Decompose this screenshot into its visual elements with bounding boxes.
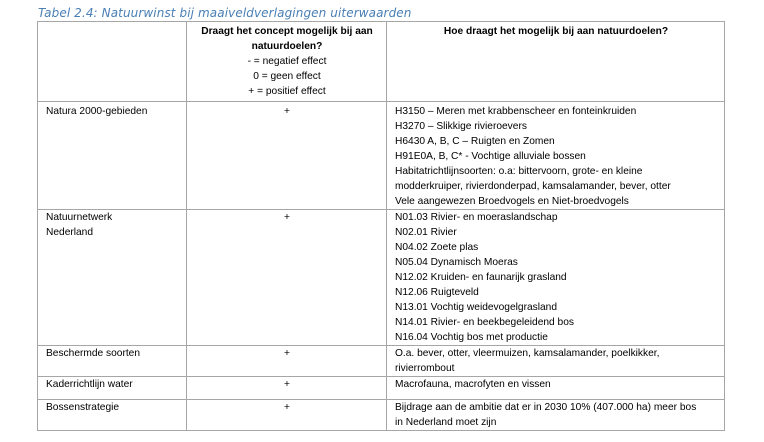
header-col-how: Hoe draagt het mogelijk bij aan natuurdoelen? [387,22,725,102]
row-effect: + [187,102,387,210]
row-category-line: Bossenstrategie [46,402,120,413]
legend-neutral: 0 = geen effect [253,71,321,82]
header-col-contribution-line-1: Draagt het concept mogelijk bij aan [201,26,373,37]
row-category-line: Kaderrichtlijn water [46,379,133,390]
table-row-kaderrichtlijn-water [38,377,725,400]
table-row-beschermde-soorten [38,346,725,377]
header-col-contribution-line-2: natuurdoelen? [251,41,323,52]
detail-line: in Nederland moet zijn [395,417,497,428]
detail-line: N12.02 Kruiden- en faunarijk grasland [395,272,567,283]
table-row-natuurnetwerk [38,210,725,346]
row-category [38,377,187,400]
detail-line: H3150 – Meren met krabbenscheer en fonteinkruiden [395,106,637,117]
row-details [387,102,725,210]
row-effect: + [187,377,387,400]
row-effect: + [187,210,387,346]
detail-line: N13.01 Vochtig weidevogelgrasland [395,302,557,313]
row-effect: + [187,400,387,431]
detail-line: N14.01 Rivier- en beekbegeleidend bos [395,317,574,328]
detail-line: N04.02 Zoete plas [395,242,479,253]
nature-goals-table [37,21,725,431]
row-category [38,346,187,377]
detail-line: H6430 A, B, C – Ruigten en Zomen [395,136,555,147]
detail-line: Vele aangewezen Broedvogels en Niet-broedvogels [395,196,629,207]
row-category [38,102,187,210]
row-category [38,210,187,346]
table-row-natura-2000 [38,102,725,210]
detail-line: N16.04 Vochtig bos met productie [395,332,548,343]
detail-line: modderkruiper, rivierdonderpad, kamsalamander, bever, otter [395,181,671,192]
row-category-line: Beschermde soorten [46,348,141,359]
table-header-row [38,22,725,102]
legend-negative: - = negatief effect [247,56,327,67]
row-category-line: Natuurnetwerk [46,212,113,223]
header-col-category [38,22,187,102]
detail-line: Bijdrage aan de ambitie dat er in 2030 10% (407.000 ha) meer bos [395,402,697,413]
row-details [387,400,725,431]
row-category [38,400,187,431]
detail-line: rivierrombout [395,363,455,374]
table-caption: Tabel 2.4: Natuurwinst bij maaiveldverlagingen uiterwaarden [38,6,412,20]
row-category-line: Natura 2000-gebieden [46,106,148,117]
detail-line: Macrofauna, macrofyten en vissen [395,379,551,390]
row-details [387,377,725,400]
detail-line: N01.03 Rivier- en moeraslandschap [395,212,558,223]
table-row-bossenstrategie [38,400,725,431]
legend-positive: + = positief effect [248,86,326,97]
row-details [387,346,725,377]
detail-line: N12.06 Ruigteveld [395,287,479,298]
detail-line: O.a. bever, otter, vleermuizen, kamsalamander, poelkikker, [395,348,660,359]
detail-line: H91E0A, B, C* - Vochtige alluviale bossen [395,151,586,162]
detail-line: Habitatrichtlijnsoorten: o.a: bittervoorn, grote- en kleine [395,166,643,177]
row-effect: + [187,346,387,377]
row-details [387,210,725,346]
row-category-line: Nederland [46,227,94,238]
header-col-contribution [187,22,387,102]
detail-line: H3270 – Slikkige rivieroevers [395,121,527,132]
effect-legend [195,54,379,99]
detail-line: N05.04 Dynamisch Moeras [395,257,518,268]
detail-line: N02.01 Rivier [395,227,457,238]
